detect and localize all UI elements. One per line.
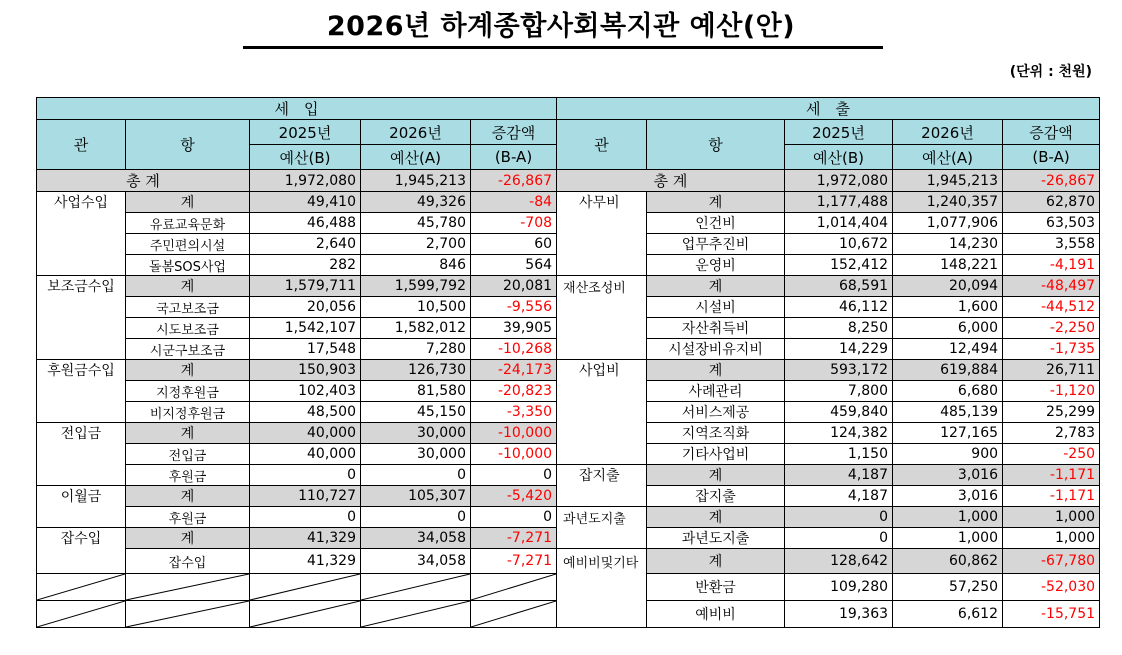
table-row xyxy=(37,297,1100,318)
empty-diagonal-cell xyxy=(37,601,126,628)
income-2026-value: 2,700 xyxy=(361,234,471,255)
expense-diff-value: -1,171 xyxy=(1003,465,1100,486)
expense-hang-cell: 운영비 xyxy=(647,255,785,276)
expense-2026-value: 1,240,357 xyxy=(893,192,1003,213)
income-diff-value: -7,271 xyxy=(471,549,557,574)
expense-2025-value: 1,150 xyxy=(785,444,893,465)
income-2026-value: 0 xyxy=(361,507,471,528)
expense-hang-cell: 시설비 xyxy=(647,297,785,318)
income-hang-cell: 계 xyxy=(126,276,250,297)
expense-diff-value: -15,751 xyxy=(1003,601,1100,628)
income-gwan-cell xyxy=(37,234,126,255)
table-row xyxy=(37,486,1100,507)
income-gwan-cell xyxy=(37,255,126,276)
expense-diff-value: 25,299 xyxy=(1003,402,1100,423)
expense-2026-value: 60,862 xyxy=(893,549,1003,574)
income-hang-cell: 돌봄SOS사업 xyxy=(126,255,250,276)
table-row xyxy=(37,444,1100,465)
empty-diagonal-cell xyxy=(361,574,471,601)
income-2025-value: 110,727 xyxy=(250,486,361,507)
expense-diff-value: -44,512 xyxy=(1003,297,1100,318)
income-hang-cell: 계 xyxy=(126,360,250,381)
income-hang-cell: 계 xyxy=(126,192,250,213)
income-gwan-cell xyxy=(37,444,126,465)
expense-hang-cell: 과년도지출 xyxy=(647,528,785,549)
income-2025-value: 17,548 xyxy=(250,339,361,360)
income-2026-value: 45,780 xyxy=(361,213,471,234)
expense-2025-value: 68,591 xyxy=(785,276,893,297)
expense-gwan-cell: 사무비 xyxy=(557,192,647,213)
income-hang-cell: 주민편의시설 xyxy=(126,234,250,255)
income-2026-value: 0 xyxy=(361,465,471,486)
expense-2025-value: 459,840 xyxy=(785,402,893,423)
income-diff-value: 0 xyxy=(471,507,557,528)
expense-hang-cell: 계 xyxy=(647,192,785,213)
income-gwan-header: 관 xyxy=(37,120,126,170)
expense-2026-value: 12,494 xyxy=(893,339,1003,360)
income-grand-total-label: 총 계 xyxy=(37,170,250,192)
expense-gwan-cell xyxy=(557,234,647,255)
income-2025-value: 41,329 xyxy=(250,549,361,574)
expense-diff-value: -4,191 xyxy=(1003,255,1100,276)
empty-diagonal-cell xyxy=(250,574,361,601)
income-diff-value: -9,556 xyxy=(471,297,557,318)
income-2026-value: 81,580 xyxy=(361,381,471,402)
income-2025-value: 40,000 xyxy=(250,444,361,465)
income-diff-value: -5,420 xyxy=(471,486,557,507)
expense-diff-value: -250 xyxy=(1003,444,1100,465)
table-row xyxy=(37,402,1100,423)
expense-2025-header: 2025년 xyxy=(785,120,893,145)
expense-diff-value: 63,503 xyxy=(1003,213,1100,234)
expense-hang-header: 항 xyxy=(647,120,785,170)
expense-budget-b-header: 예산(B) xyxy=(785,145,893,170)
income-2025-value: 150,903 xyxy=(250,360,361,381)
income-diff-value: -10,000 xyxy=(471,444,557,465)
income-hang-cell: 계 xyxy=(126,486,250,507)
expense-2026-value: 127,165 xyxy=(893,423,1003,444)
income-2025-value: 0 xyxy=(250,465,361,486)
income-gwan-cell: 보조금수입 xyxy=(37,276,126,297)
expense-gwan-cell: 사업비 xyxy=(557,360,647,381)
income-hang-cell: 국고보조금 xyxy=(126,297,250,318)
expense-2025-value: 4,187 xyxy=(785,486,893,507)
expense-hang-cell: 반환금 xyxy=(647,574,785,601)
expense-gwan-cell xyxy=(557,486,647,507)
expense-2025-value: 128,642 xyxy=(785,549,893,574)
expense-2026-value: 1,600 xyxy=(893,297,1003,318)
income-hang-cell: 유료교육문화 xyxy=(126,213,250,234)
income-2026-value: 49,326 xyxy=(361,192,471,213)
expense-diff-header: 증감액 xyxy=(1003,120,1100,145)
income-2025-value: 2,640 xyxy=(250,234,361,255)
expense-2026-value: 6,000 xyxy=(893,318,1003,339)
income-2026-value: 30,000 xyxy=(361,444,471,465)
income-hang-cell: 전입금 xyxy=(126,444,250,465)
income-2025-value: 41,329 xyxy=(250,528,361,549)
income-hang-cell: 잡수입 xyxy=(126,549,250,574)
income-gwan-cell xyxy=(37,213,126,234)
income-diff-value: -84 xyxy=(471,192,557,213)
income-hang-header: 항 xyxy=(126,120,250,170)
expense-hang-cell: 업무추진비 xyxy=(647,234,785,255)
expense-2026-value: 1,077,906 xyxy=(893,213,1003,234)
expense-diff-value: -2,250 xyxy=(1003,318,1100,339)
income-2025-value: 40,000 xyxy=(250,423,361,444)
income-2026-value: 30,000 xyxy=(361,423,471,444)
income-hang-cell: 후원금 xyxy=(126,507,250,528)
expense-2026-value: 57,250 xyxy=(893,574,1003,601)
income-2025-value: 20,056 xyxy=(250,297,361,318)
expense-gwan-cell xyxy=(557,339,647,360)
income-2025-header: 2025년 xyxy=(250,120,361,145)
income-hang-cell: 계 xyxy=(126,528,250,549)
expense-diff-value: -1,735 xyxy=(1003,339,1100,360)
income-2025-value: 49,410 xyxy=(250,192,361,213)
expense-hang-cell: 계 xyxy=(647,507,785,528)
income-gwan-cell: 잡수입 xyxy=(37,528,126,549)
expense-ba-header: (B-A) xyxy=(1003,145,1100,170)
expense-diff-value: -1,120 xyxy=(1003,381,1100,402)
expense-diff-value: -48,497 xyxy=(1003,276,1100,297)
income-2026-value: 1,582,012 xyxy=(361,318,471,339)
unit-label: (단위 : 천원) xyxy=(1009,64,1092,80)
expense-gwan-cell xyxy=(557,528,647,549)
income-diff-header: 증감액 xyxy=(471,120,557,145)
page-title: 2026년 하계종합사회복지관 예산(안) xyxy=(326,11,796,42)
empty-diagonal-cell xyxy=(471,574,557,601)
table-row xyxy=(37,381,1100,402)
empty-diagonal-cell xyxy=(37,574,126,601)
expense-2026-value: 3,016 xyxy=(893,465,1003,486)
income-diff-value: -24,173 xyxy=(471,360,557,381)
expense-gwan-cell xyxy=(557,213,647,234)
expense-2025-value: 46,112 xyxy=(785,297,893,318)
expense-diff-value: 1,000 xyxy=(1003,507,1100,528)
expense-diff-value: 62,870 xyxy=(1003,192,1100,213)
expense-2025-value: 1,014,404 xyxy=(785,213,893,234)
expense-2026-value: 900 xyxy=(893,444,1003,465)
expense-grand-total-label: 총 계 xyxy=(557,170,785,192)
income-2025-value: 282 xyxy=(250,255,361,276)
income-2026-value: 7,280 xyxy=(361,339,471,360)
expense-diff-value: 26,711 xyxy=(1003,360,1100,381)
expense-hang-cell: 계 xyxy=(647,549,785,574)
empty-diagonal-cell xyxy=(250,601,361,628)
expense-hang-cell: 예비비 xyxy=(647,601,785,628)
expense-2026-value: 148,221 xyxy=(893,255,1003,276)
table-row xyxy=(37,549,1100,574)
income-2026-value: 10,500 xyxy=(361,297,471,318)
table-row xyxy=(37,423,1100,444)
expense-gwan-cell: 예비비및기타 xyxy=(557,549,647,574)
income-gwan-cell: 후원금수입 xyxy=(37,360,126,381)
income-diff-value: -3,350 xyxy=(471,402,557,423)
expense-2026-value: 20,094 xyxy=(893,276,1003,297)
income-2026-value: 846 xyxy=(361,255,471,276)
income-gwan-cell xyxy=(37,402,126,423)
income-2026-header: 2026년 xyxy=(361,120,471,145)
income-2026-value: 45,150 xyxy=(361,402,471,423)
expense-hang-cell: 계 xyxy=(647,360,785,381)
income-hang-cell: 비지정후원금 xyxy=(126,402,250,423)
table-row xyxy=(37,528,1100,549)
income-2025-value: 1,542,107 xyxy=(250,318,361,339)
expense-hang-cell: 잡지출 xyxy=(647,486,785,507)
expense-gwan-cell xyxy=(557,574,647,601)
income-gwan-cell xyxy=(37,318,126,339)
income-hang-cell: 시도보조금 xyxy=(126,318,250,339)
expense-gwan-cell xyxy=(557,255,647,276)
income-budget-a-header: 예산(A) xyxy=(361,145,471,170)
expense-diff-value: -67,780 xyxy=(1003,549,1100,574)
income-gwan-cell: 이월금 xyxy=(37,486,126,507)
income-budget-b-header: 예산(B) xyxy=(250,145,361,170)
expense-2025-value: 1,177,488 xyxy=(785,192,893,213)
expense-gwan-cell xyxy=(557,402,647,423)
expense-hang-cell: 계 xyxy=(647,465,785,486)
expense-gwan-cell xyxy=(557,318,647,339)
income-diff-value: -20,823 xyxy=(471,381,557,402)
expense-hang-cell: 서비스제공 xyxy=(647,402,785,423)
income-diff-value: 0 xyxy=(471,465,557,486)
expense-gwan-cell xyxy=(557,297,647,318)
income-gwan-cell: 사업수입 xyxy=(37,192,126,213)
income-diff-value: 20,081 xyxy=(471,276,557,297)
expense-hang-cell: 인건비 xyxy=(647,213,785,234)
income-total-2025: 1,972,080 xyxy=(250,170,361,192)
income-diff-value: 564 xyxy=(471,255,557,276)
income-2025-value: 0 xyxy=(250,507,361,528)
table-row xyxy=(37,318,1100,339)
income-gwan-cell xyxy=(37,549,126,574)
expense-gwan-cell xyxy=(557,381,647,402)
income-total-2026: 1,945,213 xyxy=(361,170,471,192)
income-diff-value: -10,000 xyxy=(471,423,557,444)
income-diff-value: -7,271 xyxy=(471,528,557,549)
income-gwan-cell xyxy=(37,297,126,318)
income-2026-value: 34,058 xyxy=(361,528,471,549)
expense-2025-value: 7,800 xyxy=(785,381,893,402)
empty-diagonal-cell xyxy=(471,601,557,628)
expense-2025-value: 19,363 xyxy=(785,601,893,628)
expense-2026-value: 14,230 xyxy=(893,234,1003,255)
income-diff-value: -708 xyxy=(471,213,557,234)
income-gwan-cell xyxy=(37,381,126,402)
expense-2026-value: 6,612 xyxy=(893,601,1003,628)
expense-2026-value: 619,884 xyxy=(893,360,1003,381)
empty-diagonal-cell xyxy=(126,574,250,601)
expense-diff-value: 1,000 xyxy=(1003,528,1100,549)
income-diff-value: -10,268 xyxy=(471,339,557,360)
income-2025-value: 1,579,711 xyxy=(250,276,361,297)
expense-2025-value: 0 xyxy=(785,528,893,549)
expense-2026-value: 1,000 xyxy=(893,528,1003,549)
expense-2025-value: 10,672 xyxy=(785,234,893,255)
table-row xyxy=(37,255,1100,276)
income-2025-value: 102,403 xyxy=(250,381,361,402)
income-hang-cell: 후원금 xyxy=(126,465,250,486)
expense-diff-value: 2,783 xyxy=(1003,423,1100,444)
expense-gwan-header: 관 xyxy=(557,120,647,170)
income-gwan-cell xyxy=(37,339,126,360)
income-hang-cell: 지정후원금 xyxy=(126,381,250,402)
income-total-diff: -26,867 xyxy=(471,170,557,192)
expense-budget-a-header: 예산(A) xyxy=(893,145,1003,170)
income-diff-value: 60 xyxy=(471,234,557,255)
table-row xyxy=(37,213,1100,234)
expense-gwan-cell xyxy=(557,444,647,465)
expense-total-2025: 1,972,080 xyxy=(785,170,893,192)
expense-diff-value: -52,030 xyxy=(1003,574,1100,601)
income-2025-value: 46,488 xyxy=(250,213,361,234)
table-row xyxy=(37,339,1100,360)
expense-2026-value: 3,016 xyxy=(893,486,1003,507)
table-row xyxy=(37,507,1100,528)
expense-gwan-cell: 재산조성비 xyxy=(557,276,647,297)
empty-diagonal-cell xyxy=(361,601,471,628)
expense-2025-value: 124,382 xyxy=(785,423,893,444)
expense-2026-value: 6,680 xyxy=(893,381,1003,402)
income-hang-cell: 계 xyxy=(126,423,250,444)
expense-2025-value: 593,172 xyxy=(785,360,893,381)
expense-hang-cell: 사례관리 xyxy=(647,381,785,402)
income-2025-value: 48,500 xyxy=(250,402,361,423)
table-row xyxy=(37,465,1100,486)
expense-hang-cell: 자산취득비 xyxy=(647,318,785,339)
expense-2026-value: 485,139 xyxy=(893,402,1003,423)
expense-2025-value: 109,280 xyxy=(785,574,893,601)
table-row xyxy=(37,234,1100,255)
expense-2025-value: 0 xyxy=(785,507,893,528)
expense-gwan-cell xyxy=(557,601,647,628)
income-diff-value: 39,905 xyxy=(471,318,557,339)
expense-2025-value: 152,412 xyxy=(785,255,893,276)
table-row xyxy=(37,574,1100,601)
expense-hang-cell: 시설장비유지비 xyxy=(647,339,785,360)
expense-total-diff: -26,867 xyxy=(1003,170,1100,192)
expense-2026-value: 1,000 xyxy=(893,507,1003,528)
income-section-header: 세 입 xyxy=(37,98,557,120)
expense-2025-value: 14,229 xyxy=(785,339,893,360)
income-hang-cell: 시군구보조금 xyxy=(126,339,250,360)
budget-table xyxy=(36,97,1100,628)
income-2026-value: 105,307 xyxy=(361,486,471,507)
income-gwan-cell xyxy=(37,507,126,528)
expense-2025-value: 4,187 xyxy=(785,465,893,486)
income-2026-value: 34,058 xyxy=(361,549,471,574)
income-gwan-cell xyxy=(37,465,126,486)
table-row xyxy=(37,276,1100,297)
expense-gwan-cell xyxy=(557,423,647,444)
expense-total-2026: 1,945,213 xyxy=(893,170,1003,192)
expense-hang-cell: 기타사업비 xyxy=(647,444,785,465)
expense-hang-cell: 계 xyxy=(647,276,785,297)
expense-2026-header: 2026년 xyxy=(893,120,1003,145)
title-underline xyxy=(243,46,883,49)
expense-gwan-cell: 잡지출 xyxy=(557,465,647,486)
table-row xyxy=(37,192,1100,213)
income-gwan-cell: 전입금 xyxy=(37,423,126,444)
income-2026-value: 126,730 xyxy=(361,360,471,381)
income-2026-value: 1,599,792 xyxy=(361,276,471,297)
expense-gwan-cell: 과년도지출 xyxy=(557,507,647,528)
expense-hang-cell: 지역조직화 xyxy=(647,423,785,444)
expense-diff-value: 3,558 xyxy=(1003,234,1100,255)
grand-total-row xyxy=(37,170,1100,192)
expense-section-header: 세 출 xyxy=(557,98,1100,120)
expense-diff-value: -1,171 xyxy=(1003,486,1100,507)
empty-diagonal-cell xyxy=(126,601,250,628)
income-ba-header: (B-A) xyxy=(471,145,557,170)
table-row xyxy=(37,360,1100,381)
table-row xyxy=(37,601,1100,628)
expense-2025-value: 8,250 xyxy=(785,318,893,339)
